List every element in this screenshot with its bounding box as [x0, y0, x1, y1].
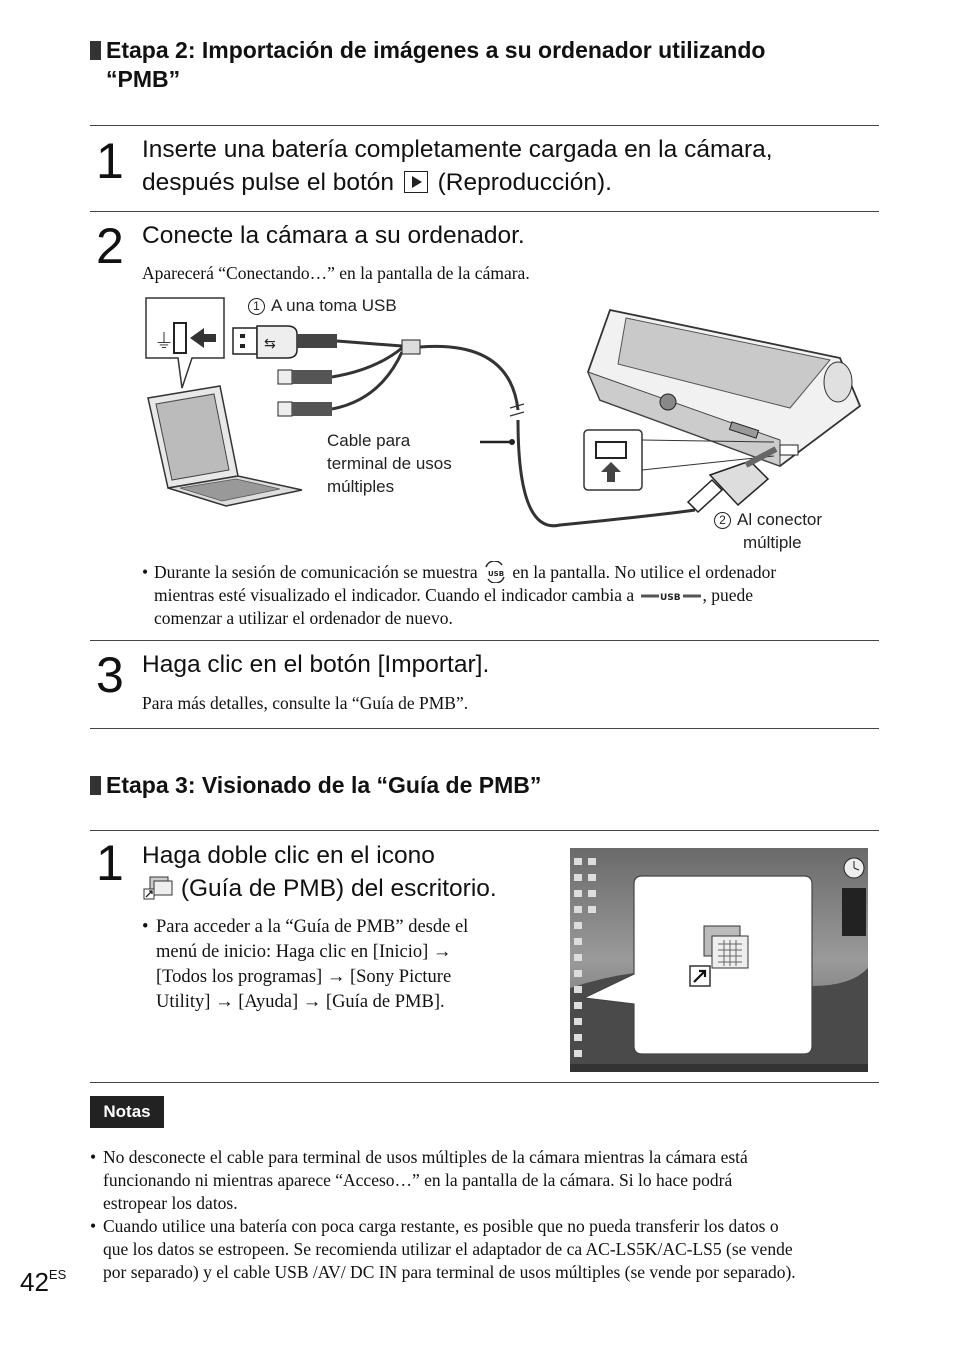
stage3-heading: [90, 771, 541, 800]
page-number-value: 42: [20, 1267, 49, 1297]
note1-line3: estropear los datos.: [103, 1193, 238, 1213]
usb-plug: [233, 326, 337, 358]
note2-line2: que los datos se estropeen. Se recomienda utilizar el adaptador de ca AC-LS5K/AC-LS5 (se vende: [103, 1239, 793, 1259]
label-cable: [327, 429, 452, 498]
note-item: [90, 1146, 880, 1215]
label-usb-text: A una toma USB: [271, 296, 397, 315]
step2-bullet-line2-post: , puede: [702, 585, 754, 605]
stage2-heading: [90, 36, 765, 94]
stage3-step1-line2-text: (Guía de PMB) del escritorio.: [180, 875, 497, 902]
section-marker-icon: [90, 41, 101, 60]
divider: [90, 830, 879, 831]
usb-port-callout: [146, 298, 224, 388]
desktop-screenshot: [570, 848, 868, 1072]
step2-bullet: [142, 561, 882, 630]
step2-bullet-line2: [154, 584, 882, 607]
av-plugs: [278, 370, 332, 416]
section-marker-icon: [90, 776, 101, 795]
bullet-dot: •: [90, 1147, 97, 1167]
multi-connector: [688, 461, 768, 512]
label-usb: [248, 294, 397, 317]
stage3-step1-bullet: [142, 915, 552, 1015]
step1-text: [142, 133, 773, 199]
step-number: 2: [96, 218, 124, 274]
label-cable-line1: Cable para: [327, 431, 411, 450]
label-cable-line3: múltiples: [327, 477, 395, 496]
label-connector-line2: múltiple: [743, 533, 802, 552]
step2-subtitle: Aparecerá “Conectando…” en la pantalla de la cámara.: [142, 263, 530, 283]
usb-idle-icon-text: USB: [659, 593, 681, 603]
divider: [90, 125, 879, 126]
divider: [90, 640, 879, 641]
step3-title: Haga clic en el botón [Importar].: [142, 651, 490, 678]
usb-transfer-icon: [482, 561, 508, 583]
pmb-guide-icon: [142, 873, 174, 901]
bullet-dot: •: [142, 917, 149, 937]
svg-text:⏚: ⏚: [154, 329, 174, 353]
divider: [90, 728, 879, 729]
divider: [90, 1082, 879, 1083]
callout-number-1: 1: [248, 298, 265, 315]
step1-line2-post: (Reproducción).: [437, 169, 612, 196]
stage3-bullet-line2: menú de inicio: Haga clic en [Inicio] →: [156, 942, 452, 962]
note1-line1: No desconecte el cable para terminal de usos múltiples de la cámara mientras la cámara está: [103, 1147, 748, 1167]
label-connector: [714, 508, 822, 554]
stage3-bullet-line1: Para acceder a la “Guía de PMB” desde el: [156, 917, 469, 937]
step-number: 1: [96, 133, 124, 189]
label-connector-line1: Al conector: [737, 510, 823, 529]
sidebar-gadget: [842, 888, 866, 936]
stage3-step1-line2: [142, 872, 497, 905]
step2-bullet-line3: comenzar a utilizar el ordenador de nuevo.: [154, 608, 453, 628]
note-item: [90, 1215, 880, 1284]
usb-idle-icon: [639, 589, 703, 603]
notes-badge: Notas: [90, 1096, 164, 1128]
note2-line1: Cuando utilice una batería con poca carga restante, es posible que no pueda transferir los datos o: [103, 1216, 779, 1236]
label-cable-line2: terminal de usos: [327, 454, 452, 473]
stage3-step1-text: [142, 839, 497, 905]
usb-transfer-icon-text: USB: [488, 570, 505, 578]
step2-bullet-line2-pre: mientras esté visualizado el indicador. Cuando el indicador cambia a: [154, 585, 635, 605]
bullet-dot: •: [90, 1216, 97, 1236]
step2-bullet-line1-pre: Durante la sesión de comunicación se muestra: [154, 562, 478, 582]
step1-line1: Inserte una batería completamente cargada en la cámara,: [142, 136, 773, 163]
step1-line2: [142, 166, 773, 199]
stage3-step1-line1: Haga doble clic en el icono: [142, 842, 435, 869]
stage3-bullet-line3: [Todos los programas] → [Sony Picture: [156, 967, 452, 987]
svg-text:⇆: ⇆: [264, 336, 276, 352]
step2-title: Conecte la cámara a su ordenador.: [142, 222, 525, 249]
stage3-heading-text: Etapa 3: Visionado de la “Guía de PMB”: [106, 772, 542, 798]
step2-bullet-line1-post: en la pantalla. No utilice el ordenador: [512, 562, 777, 582]
stage3-bullet-line4: Utility] → [Ayuda] → [Guía de PMB].: [156, 992, 445, 1012]
step3-subtitle: Para más detalles, consulte la “Guía de PMB”.: [142, 693, 469, 713]
divider: [90, 211, 879, 212]
play-button-icon: [404, 171, 428, 193]
page-language-suffix: ES: [48, 1267, 67, 1282]
note2-line3: por separado) y el cable USB /AV/ DC IN para terminal de usos múltiples (se vende por separado).: [103, 1262, 796, 1282]
step1-line2-pre: después pulse el botón: [142, 169, 394, 196]
note1-line2: funcionando ni mientras aparece “Acceso…” en la pantalla de la cámara. Si lo hace podrá: [103, 1170, 733, 1190]
callout-number-2: 2: [714, 512, 731, 529]
page-number: [20, 1267, 66, 1298]
step2-bullet-line1: [154, 561, 882, 584]
step-number: 3: [96, 647, 124, 703]
step-number: 1: [96, 835, 124, 891]
stage2-heading-line2: “PMB”: [106, 66, 181, 92]
stage2-heading-line1: Etapa 2: Importación de imágenes a su ordenador utilizando: [106, 37, 766, 63]
bullet-dot: •: [142, 562, 149, 582]
